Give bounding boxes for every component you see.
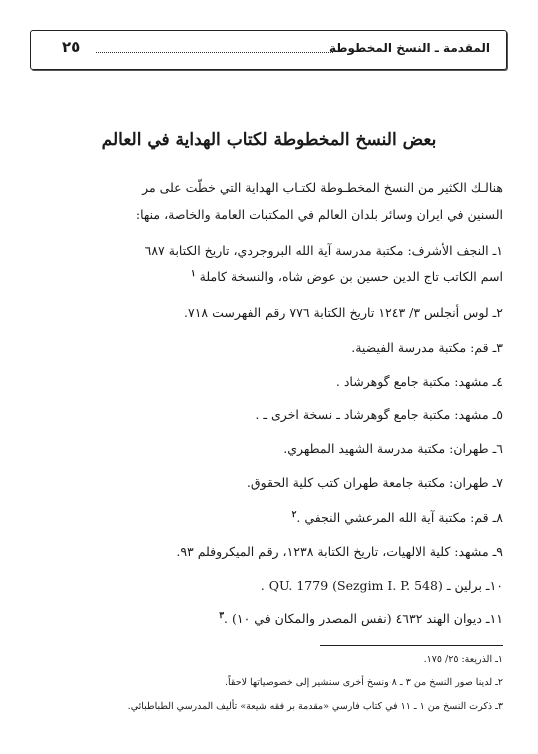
list-item-text: اسم الكاتب تاج الدين حسين بن عوض شاه، والنسخة كاملة [199, 269, 503, 285]
list-item-line: ٥ـ مشهد: مكتبة جامع گوهرشاد ـ نسخة اخرى ـ . [255, 407, 503, 422]
footnote: ٢ـ لدينا صور النسخ من ٣ ـ ٨ ونسخ أخرى سنشير إلى خصوصياتها لاحقاً. [224, 677, 503, 688]
section-title: بعض النسخ المخطوطة لكتاب الهداية في العالم [101, 130, 437, 150]
list-item-line: ٢ـ لوس أنجلس ٣/ ١٢٤٣ تاريخ الكتابة ٧٧٦ رقم الفهرست ٧١٨. [184, 305, 503, 320]
list-item-line: ٧ـ طهران: مكتبة جامعة طهران كتب كلية الحقوق. [246, 475, 503, 490]
list-item-line: ١٠ـ برلين ـ (Sezgim I. P. 548) QU. 1779 . [260, 578, 503, 593]
footnote-separator [320, 645, 503, 646]
list-item-line [292, 510, 503, 525]
list-item-line: ٩ـ مشهد: كلية الالهيات، تاريخ الكتابة ١٢٣٨، رقم الميكروفلم ٩٣. [176, 544, 503, 559]
list-item-line [191, 269, 503, 284]
running-title: المقدمة ـ النسخ المخطوطة [328, 41, 490, 55]
footnote: ١ـ الذريعة: ٢٥/ ١٧٥. [423, 654, 503, 665]
list-item-line [219, 611, 503, 626]
list-item-line: ٣ـ قم: مكتبة مدرسة الفيضية. [351, 340, 503, 355]
list-item-text: ٨ـ قم: مكتبة آية الله المرعشي النجفي . [296, 510, 503, 526]
intro-line: هنالـك الكثير من النسخ المخطـوطة لكتـاب الهداية التي خطّت على مر [142, 180, 503, 195]
list-item-text: ١١ـ ديوان الهند ٤٦٣٢ (نفس المصدر والمكان في ١٠) . [224, 611, 503, 627]
footnote-ref: ١ [190, 269, 196, 279]
page-number: ٢٥ [62, 38, 81, 56]
intro-line: السنين في ايران وسائر بلدان العالم في المكتبات العامة والخاصة، منها: [135, 207, 503, 222]
list-item-line: ٤ـ مشهد: مكتبة جامع گوهرشاد . [335, 374, 503, 389]
footnote-ref: ٢ [291, 510, 297, 520]
list-item-line: ١ـ النجف الأشرف: مكتبة مدرسة آية الله البروجردي، تاريخ الكتابة ٦٨٧ [144, 243, 503, 258]
footnote-ref: ٣ [219, 611, 225, 621]
footnote: ٣ـ ذكرت النسخ من ١ ـ ١١ في كتاب فارسي «مقدمة بر فقه شيعة» تأليف المدرسي الطباطبائي. [127, 701, 503, 712]
header-dotted-leader [96, 52, 333, 53]
list-item-line: ٦ـ طهران: مكتبة مدرسة الشهيد المطهري. [283, 441, 503, 456]
